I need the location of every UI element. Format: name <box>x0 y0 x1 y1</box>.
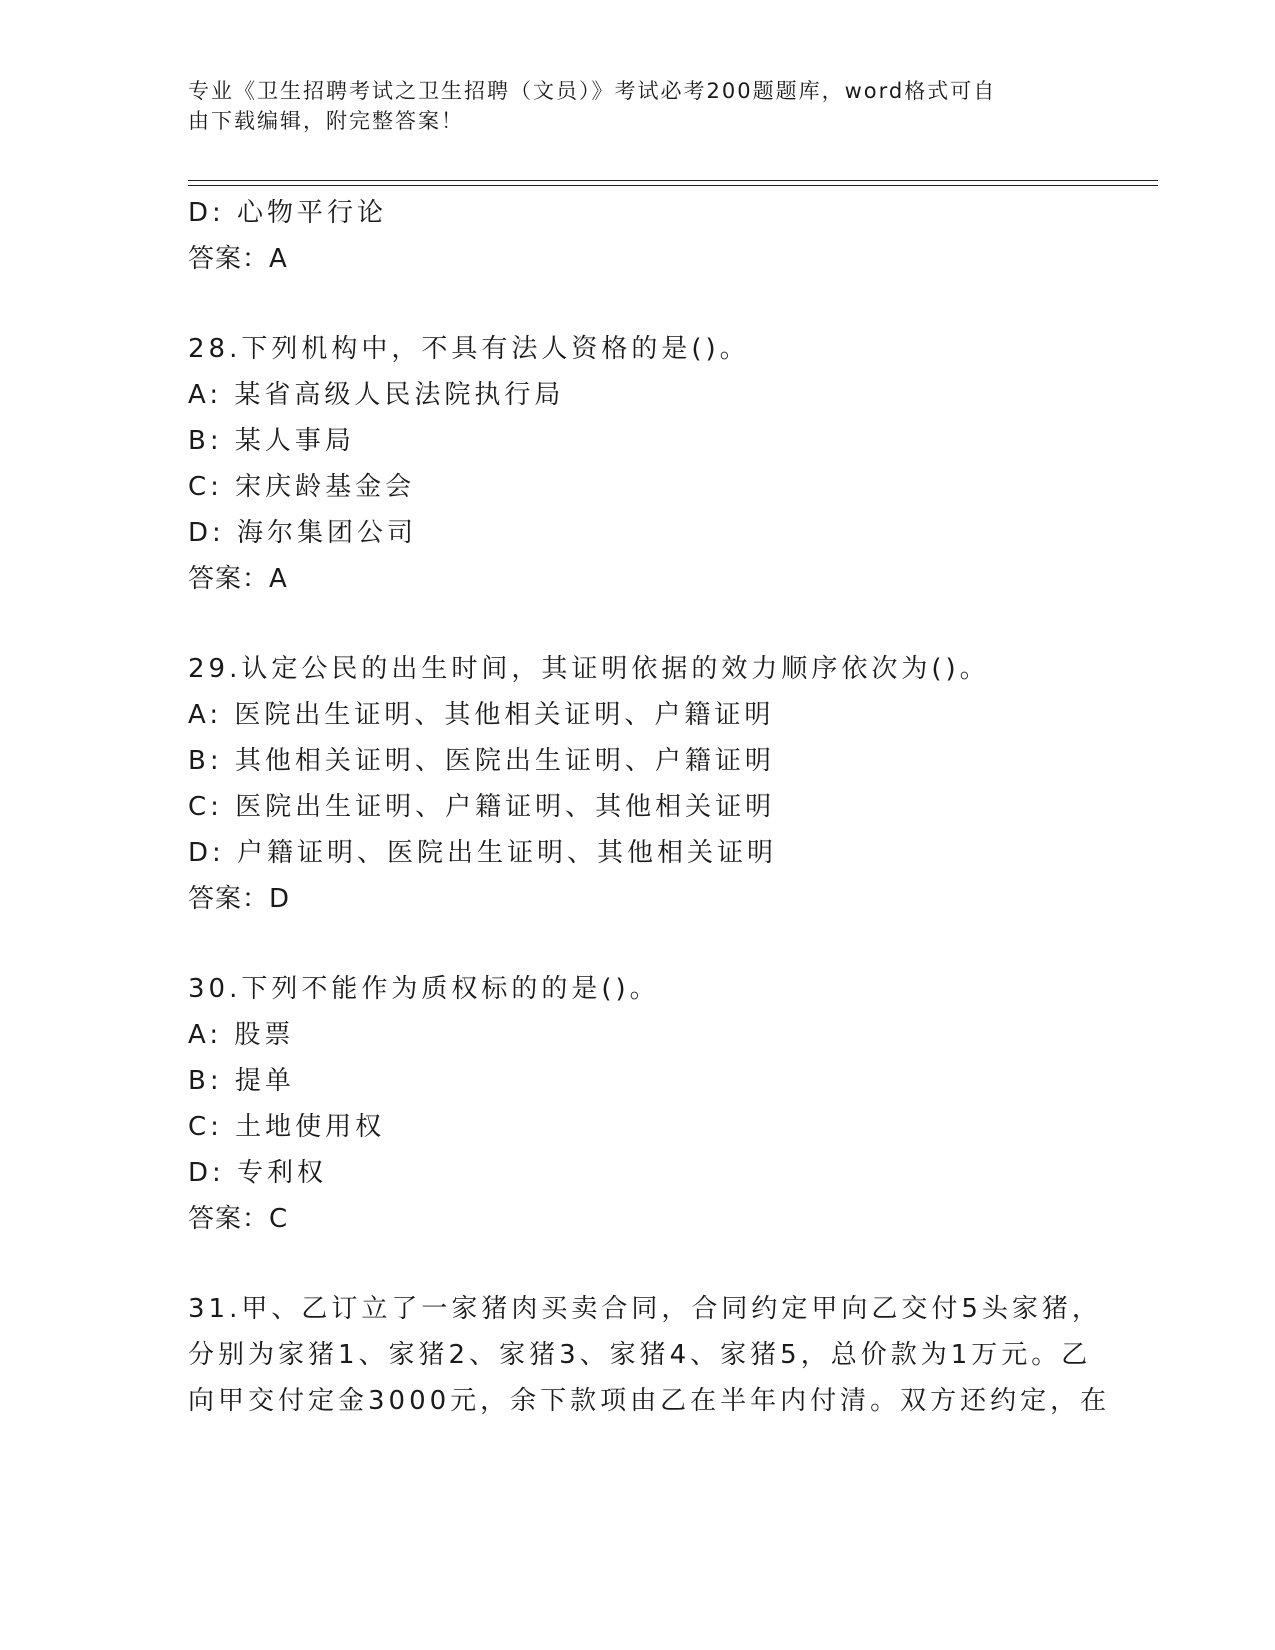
header-divider-bottom <box>188 185 1158 186</box>
answer-line: 答案：A <box>188 244 288 274</box>
option-c: C: 宋庆龄基金会 <box>188 472 416 502</box>
question-text-line-1: 31.甲、乙订立了一家猪肉买卖合同，合同约定甲向乙交付5头家猪， <box>188 1294 1102 1324</box>
answer-line: 答案：D <box>188 884 291 914</box>
option-d: D: 海尔集团公司 <box>188 518 418 548</box>
spacer <box>188 922 1088 966</box>
option-d: D: 专利权 <box>188 1158 328 1188</box>
question-text: 30.下列不能作为质权标的的是()。 <box>188 974 660 1004</box>
spacer <box>188 282 1088 326</box>
document-header <box>188 76 1068 136</box>
question-block-29 <box>188 646 1088 922</box>
answer-line: 答案：C <box>188 1204 289 1234</box>
question-block-31 <box>188 1286 1111 1424</box>
answer-line: 答案：A <box>188 564 288 594</box>
option-b: B: 其他相关证明、医院出生证明、户籍证明 <box>188 746 775 776</box>
question-text-line-3: 向甲交付定金3000元，余下款项由乙在半年内付清。双方还约定，在 <box>188 1386 1111 1416</box>
question-text: 28.下列机构中，不具有法人资格的是()。 <box>188 334 750 364</box>
question-list <box>188 190 1111 1424</box>
question-block-prev <box>188 190 1088 282</box>
header-line-1: 专业《卫生招聘考试之卫生招聘（文员）》考试必考200题题库，word格式可自 <box>188 79 997 103</box>
question-text: 29.认定公民的出生时间，其证明依据的效力顺序依次为()。 <box>188 654 990 684</box>
spacer <box>188 602 1088 646</box>
question-block-28 <box>188 326 1088 602</box>
option-d: D: 户籍证明、医院出生证明、其他相关证明 <box>188 838 778 868</box>
question-block-30 <box>188 966 1088 1242</box>
option-a: A: 医院出生证明、其他相关证明、户籍证明 <box>188 700 775 730</box>
option-c: C: 医院出生证明、户籍证明、其他相关证明 <box>188 792 776 822</box>
spacer <box>188 1242 1088 1286</box>
option-b: B: 某人事局 <box>188 426 355 456</box>
option-b: B: 提单 <box>188 1066 295 1096</box>
option-d: D: 心物平行论 <box>188 198 388 228</box>
header-line-2: 由下载编辑，附完整答案！ <box>188 109 464 133</box>
option-a: A: 股票 <box>188 1020 295 1050</box>
header-divider-top <box>188 180 1158 181</box>
option-a: A: 某省高级人民法院执行局 <box>188 380 565 410</box>
question-text-line-2: 分别为家猪1、家猪2、家猪3、家猪4、家猪5，总价款为1万元。乙 <box>188 1340 1092 1370</box>
option-c: C: 土地使用权 <box>188 1112 386 1142</box>
